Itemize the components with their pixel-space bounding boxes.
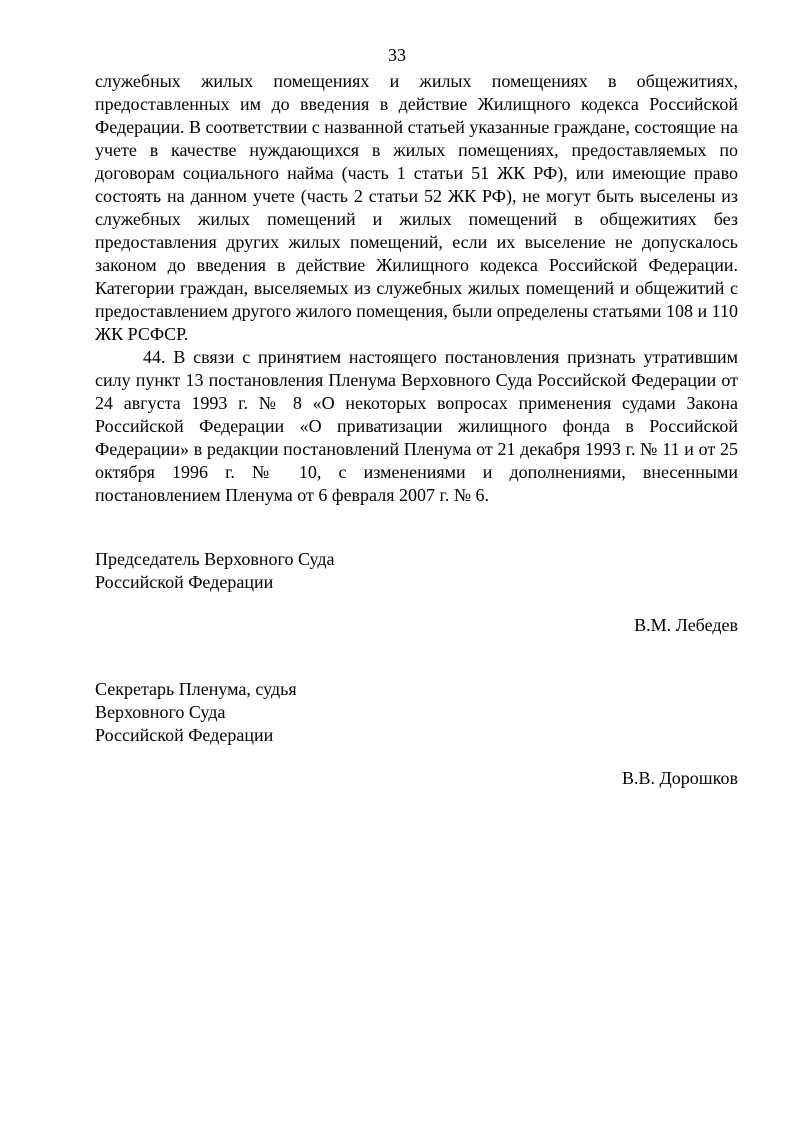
signature-name: В.М. Лебедев xyxy=(634,615,738,635)
signature-chairman xyxy=(95,548,738,637)
page-number: 33 xyxy=(388,45,406,65)
signature-secretary xyxy=(95,678,738,790)
paragraph-44: 44. В связи с принятием настоящего постановления признать утратившим силу пункт 13 постановления Пленума Верховного Суда Российской Федерации от 24 августа 1993 г. № 8 «О некоторых вопросах применения судами Закона Российской Федерации «О приватизации жилищного фонда в Российской Федерации» в редакции постановлений Пленума от 21 декабря 1993 г. № 11 и от 25 октября 1996 г. № 10, с изменениями и дополнениями, внесенными постановлением Пленума от 6 февраля 2007 г. № 6. xyxy=(95,347,738,505)
signature-title: Председатель Верховного Суда Российской Федерации xyxy=(95,549,335,592)
body-text xyxy=(95,70,738,507)
signature-title: Секретарь Пленума, судья Верховного Суда Российской Федерации xyxy=(95,679,297,745)
signature-name: В.В. Дорошков xyxy=(622,768,738,788)
paragraph-continuation: служебных жилых помещениях и жилых помещениях в общежитиях, предоставленных им до введения в действие Жилищного кодекса Российской Федерации. В соответствии с названной статьей указанные граждане, состоящие на учете в качестве нуждающихся в жилых помещениях, предоставляемых по договорам социального найма (часть 1 статьи 51 ЖК РФ), или имеющие право состоять на данном учете (часть 2 статьи 52 ЖК РФ), не могут быть выселены из служебных жилых помещений и жилых помещений в общежитиях без предоставления других жилых помещений, если их выселение не допускалось законом до введения в действие Жилищного кодекса Российской Федерации. Категории граждан, выселяемых из служебных жилых помещений и общежитий с предоставлением другого жилого помещения, были определены статьями 108 и 110 ЖК РСФСР. xyxy=(95,71,738,344)
